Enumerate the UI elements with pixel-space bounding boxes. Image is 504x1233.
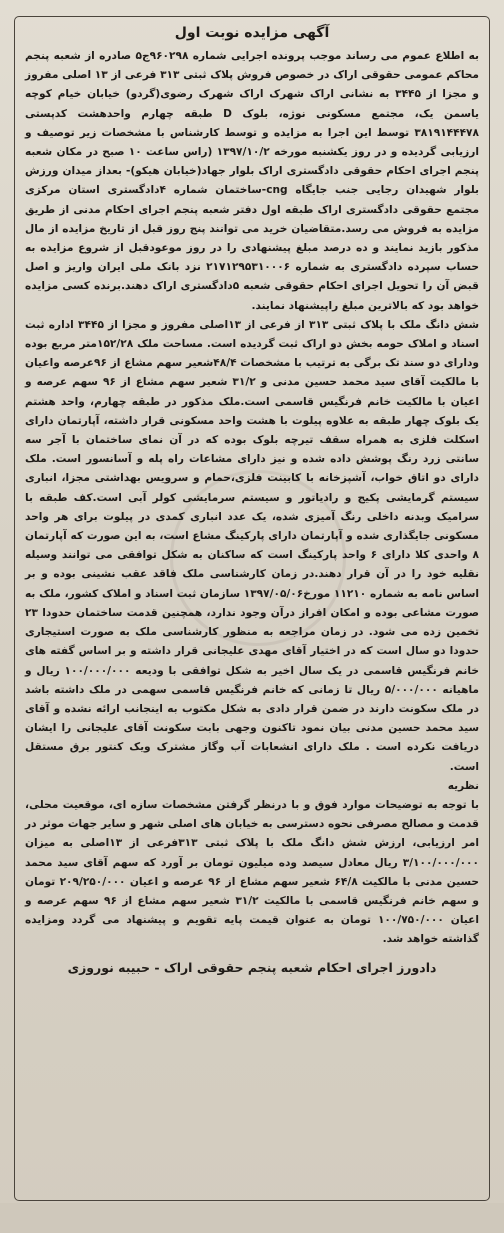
auction-notice [14,16,490,1201]
signature-line: دادورز اجرای احکام شعبه پنجم حقوقی اراک - حبیبه نوروزی [67,959,437,975]
notice-paragraph-intro: به اطلاع عموم می رساند موجب پرونده اجرایی شماره ۹۶۰۲۹۸ج۵ صادره از شعبه پنجم محاکم عمومی حقوقی اراک در خصوص فروش پلاک ثبتی ۳۱۳ فرعی از ۱۳ اصلی مفروز و مجزا از ۳۴۴۵ به نشانی اراک شهرک اراک شهرک رضوی(گردو) خیابان خیام کوچه یاسمن یک، مجتمع مسکونی نوژه، بلوک D طبقه چهارم واحدهشت کدپستی ۳۸۱۹۱۴۴۴۷۸ توسط این اجرا به مزایده و توسط کارشناس با مشخصات زیر توصیف و ارزیابی گردیده و در روز یکشنبه مورخه ۱۳۹۷/۱۰/۲ (راس ساعت ۱۰ صبح در مکان شعبه پنجم اجرای احکام حقوقی دادگستری اراک بلوار جهاد(خیابان هیکو)- بعداز میدان ورزش بلوار شهیدان رجایی جنب جایگاه cng-ساختمان شماره ۴دادگستری استان مرکزی مجتمع حقوقی دادگستری اراک طبقه اول دفتر شعبه پنجم اجرای احکام مدنی از طریق مزایده به فروش می رسد.متقاضیان خرید می توانند پنج روز قبل از تاریخ مزایده از مال مذکور بازید نمایند و ده درصد مبلغ پیشنهادی را در روز موعودقبل از شروع مزایده به حساب سپرده دادگستری به شماره ۲۱۷۱۲۹۵۳۱۰۰۰۶ نزد بانک ملی ایران واریز و اصل قبض آن را تحویل اجرای احکام حقوقی شعبه ۵دادگستری اراک دهند.برنده کسی مزایده خواهد بود که بالاترین مبلغ راپیشنهاد نمایند. [25,50,479,312]
page-bottom-edge [0,1203,504,1233]
notice-paragraph-property: شش دانگ ملک با پلاک ثبتی ۳۱۳ از فرعی از ۱۳اصلی مفروز و مجزا از ۳۴۴۵ اداره ثبت اسناد و املاک حومه بخش دو اراک ثبت گردیده است. مساحت ملک ۱۵۲/۲۸متر مربع بوده ودارای دو سند تک برگی به ترتیب با مشخصات ۴۸/۴شعیر سهم مشاع از ۹۶عرصه واعیان با مالکیت آقای سید محمد حسین مدنی و ۳۱/۲ شعیر سهم مشاع از ۹۶ سهم عرصه و اعیان با مالکیت خانم فرنگیس قاسمی است.ملک مذکور در طبقه چهارم، واحد هشتم یک بلوک چهار طبقه به علاوه پیلوت با هشت واحد مسکونی قرار داشته، آپارتمان دارای اسکلت فلزی به همراه سقف تیرچه بلوک بوده که در آن نمای ساختمان با آجر سه سانتی زرد رنگ پوشش داده شده و نیز دارای مشاعات راه پله و آسانسور است. ملک دارای دو اتاق خواب، آشپزخانه با کابینت فلزی،حمام و سرویس بهداشتی مجزا، انباری سیستم گرمایشی پکیج و رادیاتور و سیستم سرمایشی کولر آبی است.کف طبقه با سرامیک وبدنه داخلی رنگ آمیزی شده، یک عدد انباری کمدی در پیلوت برای هر واحد مسکونی جایگذاری شده و آپارتمان دارای پارکینگ مشاع است، به این صورت که آپارتمان ۸ واحدی کلا دارای ۶ واحد پارکینگ است که ساکنان به شکل توافقی می توانند وسیله نقلیه خود را در آن قرار دهند.در زمان کارشناسی ملک فاقد عقب نشینی بوده و بر اساس نامه به شماره ۱۱۲۱۰ مورخ۱۳۹۷/۰۵/۰۶ سازمان ثبت اسناد و املاک کشور، ملک به صورت مشاعی بوده و امکان افراز درآن وجود ندارد، همچنین قدمت ساختمان حدودا ۲۳ تخمین زده می شود. در زمان مراجعه به منظور کارشناسی ملک به صورت استیجاری حدودا دو سال است که در اختیار آقای مهدی علیجانی قرار داشته و بر اساس گفته های خانم فرنگیس قاسمی در یک سال اخیر به شکل توافقی با ودیعه ۱۰۰/۰۰۰/۰۰۰ ریال و ماهیانه ۵/۰۰۰/۰۰۰ ریال تا زمانی که خانم فرنگیس قاسمی سهمی در ملک داشته باشد در ملک سکونت دارند در ضمن قرار دادی به شکل مکتوب به اینجانب ارائه نشده و آقای سید محمد حسین مدنی بیان نمود تاکنون وجهی بابت سکونت آقای علیجانی را ایشان دریافت نکرده است . ملک دارای انشعابات آب وگاز مشترک ویک کنتور برق مستقل است. [25,318,480,773]
notice-title: آگهی مزایده نوبت اول [174,25,330,41]
opinion-label: نظریه [447,779,479,792]
opinion-paragraph: با توجه به توضیحات موارد فوق و با درنظر گرفتن مشخصات سازه ای، موقعیت محلی، قدمت و مصالح مصرفی نحوه دسترسی به خیابان های اصلی شهر و سایر جهات موثر در امر ارزیابی، ارزش شش دانگ ملک با پلاک ثبتی ۳۱۳فرعی از ۱۳اصلی به میزان ۳/۱۰۰/۰۰۰/۰۰۰ ریال معادل سیصد وده میلیون تومان بر آورد که سهم آقای سید محمد حسین مدنی با مالکیت ۶۴/۸ شعیر سهم مشاع از ۹۶ عرصه و اعیان ۲۰۹/۲۵۰/۰۰۰ تومان و سهم خانم فرنگیس قاسمی با مالکیت ۳۱/۲ شعیر سهم مشاع از ۹۶ سهم عرصه و اعیان ۱۰۰/۷۵۰/۰۰۰ تومان به عنوان قیمت پایه تقویم و پیشنهاد می گردد ومزایده گذاشته خواهد شد. [25,798,479,946]
